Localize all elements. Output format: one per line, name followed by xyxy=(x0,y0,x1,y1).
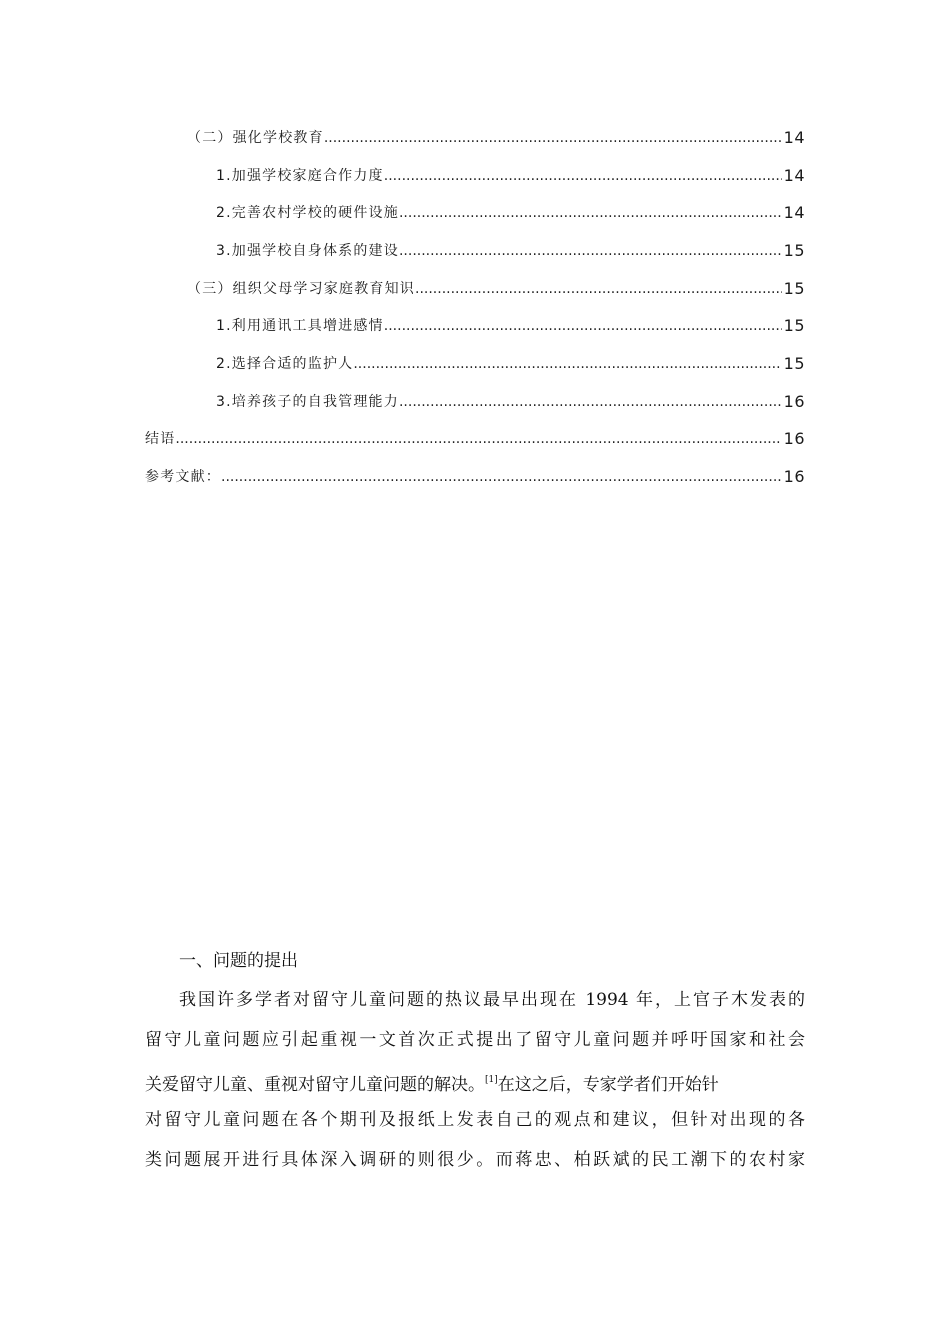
toc-entry[interactable] xyxy=(216,199,805,223)
toc-entry-title: 参考文献： xyxy=(145,469,221,485)
toc-entry-page: 14 xyxy=(783,166,805,185)
paragraph-line: 类问题展开进行具体深入调研的则很少。而蒋忠、柏跃斌的民工潮下的农村家 xyxy=(145,1150,805,1170)
paragraph-text: 关爱留守儿童、重视对留守儿童问题的解决。 xyxy=(145,1075,485,1095)
toc-entry-page: 14 xyxy=(783,203,805,222)
toc-leader-dots xyxy=(399,392,782,412)
paragraph-line: 对留守儿童问题在各个期刊及报纸上发表自己的观点和建议，但针对出现的各 xyxy=(145,1110,805,1130)
toc-leader-dots xyxy=(384,166,782,186)
toc-entry-title: 2.完善农村学校的硬件设施 xyxy=(216,205,399,221)
toc-leader-dots xyxy=(175,429,781,449)
toc-entry-page: 14 xyxy=(783,128,805,147)
toc-entry-title: 1.利用通讯工具增进感情 xyxy=(216,318,384,334)
toc-entry-title: （三）组织父母学习家庭教育知识 xyxy=(187,281,415,297)
toc-entry-title: 2.选择合适的监护人 xyxy=(216,356,354,372)
toc-leader-dots xyxy=(221,467,782,487)
paragraph-text: 在这之后，专家学者们开始针 xyxy=(497,1075,719,1095)
toc-entry-page: 16 xyxy=(783,467,805,486)
toc-entry[interactable] xyxy=(216,312,805,336)
toc-leader-dots xyxy=(384,316,782,336)
toc-entry-page: 15 xyxy=(783,241,805,260)
toc-leader-dots xyxy=(353,354,781,374)
citation-marker[interactable]: [1] xyxy=(485,1075,498,1085)
toc-entry[interactable] xyxy=(145,425,805,449)
toc-entry-title: 3.加强学校自身体系的建设 xyxy=(216,243,399,259)
toc-entry-page: 15 xyxy=(783,354,805,373)
toc-entry[interactable] xyxy=(187,124,805,148)
section-heading: 一、问题的提出 xyxy=(179,951,298,971)
toc-entry[interactable] xyxy=(187,275,805,299)
toc-entry-page: 16 xyxy=(783,429,805,448)
toc-entry[interactable] xyxy=(216,388,805,412)
toc-entry-page: 15 xyxy=(783,279,805,298)
toc-leader-dots xyxy=(415,279,782,299)
toc-entry[interactable] xyxy=(216,237,805,261)
toc-entry-page: 16 xyxy=(783,392,805,411)
toc-leader-dots xyxy=(324,128,782,148)
toc-leader-dots xyxy=(399,241,782,261)
paragraph-line: 留守儿童问题应引起重视一文首次正式提出了留守儿童问题并呼吁国家和社会 xyxy=(145,1030,805,1050)
toc-entry-title: 结语 xyxy=(145,431,176,447)
paragraph-line-with-citation xyxy=(145,1065,805,1095)
toc-entry-title: 1.加强学校家庭合作力度 xyxy=(216,168,384,184)
toc-entry[interactable] xyxy=(216,162,805,186)
toc-entry-page: 15 xyxy=(783,316,805,335)
toc-entry[interactable] xyxy=(145,463,805,487)
toc-leader-dots xyxy=(399,203,782,223)
toc-entry-title: 3.培养孩子的自我管理能力 xyxy=(216,394,399,410)
paragraph-line: 我国许多学者对留守儿童问题的热议最早出现在 1994 年，上官子木发表的 xyxy=(179,990,805,1010)
toc-entry-title: （二）强化学校教育 xyxy=(187,130,324,146)
toc-entry[interactable] xyxy=(216,350,805,374)
